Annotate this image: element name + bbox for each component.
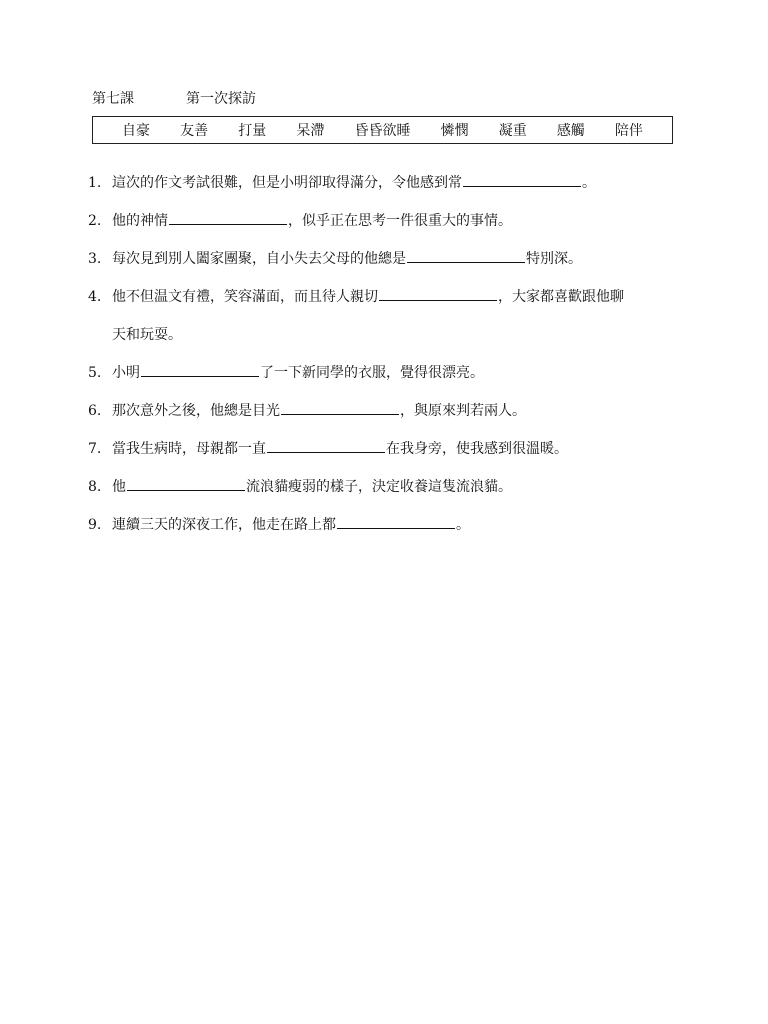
- question-text-after: 。: [582, 175, 596, 191]
- word-bank-item: 呆滯: [296, 123, 325, 139]
- question-text: [112, 362, 688, 384]
- question-text: [112, 438, 688, 460]
- question-number: 7.: [88, 441, 102, 457]
- question-list: [88, 172, 688, 552]
- question-item: [88, 476, 688, 498]
- question-text-after: 流浪貓瘦弱的樣子，決定收養這隻流浪貓。: [246, 479, 512, 495]
- question-text-after: ，似乎正在思考一件很重大的事情。: [288, 213, 512, 229]
- question-text-continuation: 天和玩耍。: [112, 327, 182, 343]
- question-item: [88, 172, 688, 194]
- question-item: [88, 286, 688, 346]
- word-bank-item: 昏昏欲睡: [354, 123, 411, 139]
- question-text: [112, 400, 688, 422]
- word-bank-item: 自豪: [122, 123, 151, 139]
- answer-blank[interactable]: [379, 286, 497, 301]
- question-text: [112, 286, 688, 346]
- answer-blank[interactable]: [281, 400, 399, 415]
- question-text-after: 。: [456, 517, 470, 533]
- word-bank-item: 感觸: [556, 123, 585, 139]
- question-item: [88, 362, 688, 384]
- question-text-after: ，大家都喜歡跟他聊: [498, 289, 624, 305]
- lesson-title: 第一次探訪: [186, 91, 256, 107]
- question-number: 8.: [88, 479, 102, 495]
- word-bank-item: 陪伴: [614, 123, 643, 139]
- question-text-after: 在我身旁，使我感到很溫暖。: [386, 441, 568, 457]
- question-text: [112, 514, 688, 536]
- word-bank-item: 友善: [180, 123, 209, 139]
- word-bank-item: 打量: [238, 123, 267, 139]
- question-text: [112, 210, 688, 232]
- page-header: [92, 88, 256, 108]
- question-number: 2.: [88, 213, 102, 229]
- question-number: 1.: [88, 175, 102, 191]
- answer-blank[interactable]: [463, 172, 581, 187]
- word-bank: [92, 116, 673, 144]
- word-bank-item: 憐憫: [440, 123, 469, 139]
- answer-blank[interactable]: [127, 476, 245, 491]
- answer-blank[interactable]: [141, 362, 259, 377]
- question-text-before: 小明: [112, 365, 140, 381]
- question-item: [88, 210, 688, 232]
- question-text: [112, 476, 688, 498]
- question-text-before: 當我生病時，母親都一直: [112, 441, 266, 457]
- question-text-before: 他不但温文有禮，笑容滿面，而且待人親切: [112, 289, 378, 305]
- question-item: [88, 248, 688, 270]
- question-item: [88, 400, 688, 422]
- question-text-before: 這次的作文考試很難，但是小明卻取得滿分，令他感到常: [112, 175, 462, 191]
- question-number: 6.: [88, 403, 102, 419]
- answer-blank[interactable]: [337, 514, 455, 529]
- question-text-before: 他的神情: [112, 213, 168, 229]
- question-text-after: 特別深。: [526, 251, 582, 267]
- answer-blank[interactable]: [407, 248, 525, 263]
- question-text: [112, 172, 688, 194]
- lesson-number: 第七課: [92, 91, 134, 107]
- question-text-before: 每次見到別人闔家團聚，自小失去父母的他總是: [112, 251, 406, 267]
- question-item: [88, 514, 688, 536]
- question-number: 4.: [88, 289, 102, 305]
- question-text-after: ，與原來判若兩人。: [400, 403, 526, 419]
- answer-blank[interactable]: [267, 438, 385, 453]
- question-text: [112, 248, 688, 270]
- question-number: 3.: [88, 251, 102, 267]
- question-text-before: 他: [112, 479, 126, 495]
- question-item: [88, 438, 688, 460]
- question-number: 5.: [88, 365, 102, 381]
- answer-blank[interactable]: [169, 210, 287, 225]
- question-text-after: 了一下新同學的衣服，覺得很漂亮。: [260, 365, 484, 381]
- word-bank-item: 凝重: [498, 123, 527, 139]
- question-text-before: 連續三天的深夜工作，他走在路上都: [112, 517, 336, 533]
- question-text-before: 那次意外之後，他總是目光: [112, 403, 280, 419]
- question-number: 9.: [88, 517, 102, 533]
